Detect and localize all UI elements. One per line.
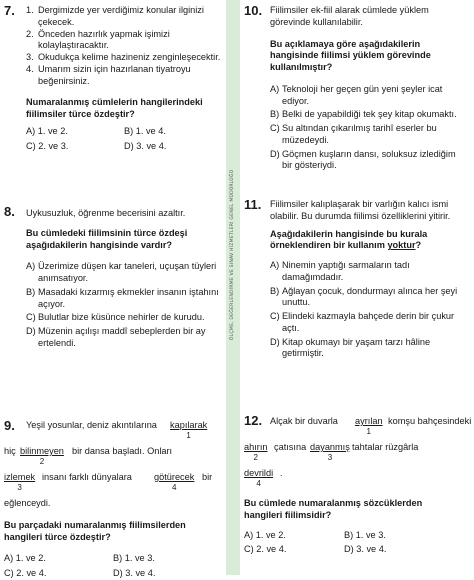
question-stem: Aşağıdakilerin hangisinde bu kurala örneklendiren bir kullanım yoktur?: [270, 228, 428, 251]
list-item: 3. Okudukça kelime hazineniz zenginleşecektir.: [26, 52, 221, 63]
question-intro: Fiilimsiler ek-fiil alarak cümlede yüklem görevinde kullanılabilir.: [270, 5, 429, 27]
marked-word: götürecek: [154, 472, 195, 482]
list-item: 4. Umarım sizin için hazırlanan tiyatroyu beğenirsiniz.: [26, 63, 191, 86]
option-a[interactable]: A) 1. ve 2.: [26, 125, 68, 136]
option-c[interactable]: C) Elindeki kazmayla bahçede derin bir çukur açtı.: [270, 311, 455, 333]
question-intro: Fiilimsiler kalıplaşarak bir varlığın kalıcı ismi olabilir. Bu durumda fiilimsi özelliklerini yitirir.: [270, 199, 451, 221]
marked-word: devrildi: [244, 468, 274, 478]
passage-line: Yeşil yosunlar, deniz akıntılarına kapılarak 1: [26, 420, 208, 440]
marked-word: ahırın: [244, 442, 268, 452]
question-stem: Bu cümlede numaralanmış sözcüklerden hangileri fiilimsidir?: [244, 498, 423, 520]
question-stem: Numaralanmış cümlelerin hangilerindeki fiilimsiler türce özdeştir?: [26, 97, 203, 120]
option-b[interactable]: B) 1. ve 3.: [344, 529, 386, 540]
option-c[interactable]: C) Su altından çıkarılmış tarihî eserler bu müzedeydi.: [270, 123, 437, 145]
passage-line: izlemek 3 insanı farklı dünyalara götürecek 4 bir: [4, 472, 213, 492]
answer-options: [244, 530, 444, 557]
question-number: 10.: [244, 3, 263, 18]
right-column: [244, 0, 470, 575]
list-item: 1. Dergimizde yer verdiğimiz konular ilginizi çekecek.: [26, 5, 204, 27]
option-c[interactable]: C) 2. ve 3.: [26, 140, 69, 151]
question-stem: Bu cümledeki fiilimsinin türce özdeşi aşağıdakilerin hangisinde vardır?: [26, 227, 188, 250]
option-d[interactable]: D) 3. ve 4.: [124, 140, 167, 151]
option-d[interactable]: D) 3. ve 4.: [344, 544, 387, 555]
option-d[interactable]: D) Kitap okumayı bir yaşam tarzı hâline getirmiştir.: [270, 336, 431, 359]
marked-word: dayanmış: [310, 442, 350, 452]
option-c[interactable]: C) Bulutlar bize küsünce nehirler de kurudu.: [26, 312, 205, 323]
marked-word: ayrılan: [355, 416, 383, 426]
passage-line: devrildi 4 .: [244, 468, 283, 488]
option-c[interactable]: C) 2. ve 4.: [244, 544, 287, 555]
question-intro: Uykusuzluk, öğrenme becerisini azaltır.: [26, 208, 186, 218]
marked-word: bilinmeyen: [20, 446, 64, 456]
passage-line: Alçak bir duvarla ayrılan 1 komşu bahçesindeki: [270, 416, 472, 436]
question-number: 7.: [4, 3, 15, 18]
option-b[interactable]: B) Belki de yapabildiği tek şey kitap okumaktı.: [270, 109, 457, 120]
option-d[interactable]: D) Müzenin açılışı maddî sebeplerden bir ay ertelendi.: [26, 326, 206, 348]
marked-word: kapılarak: [170, 420, 208, 430]
option-a[interactable]: A) 1. ve 2.: [244, 529, 286, 540]
option-a[interactable]: A) Teknoloji her geçen gün yeni şeyler icat ediyor.: [270, 83, 443, 106]
question-number: 11.: [244, 197, 262, 212]
option-d[interactable]: D) 3. ve 4.: [113, 568, 156, 579]
left-column: [0, 0, 225, 579]
option-b[interactable]: B) Masadaki kızarmış ekmekler insanın iştahını açıyor.: [26, 286, 219, 309]
passage-line: ahırın 2 çatısına dayanmış 3 tahtalar rüzgârla: [244, 442, 419, 462]
list-item: 2. Önceden hazırlık yapmak işimizi kolaylaştıracaktır.: [26, 28, 170, 51]
option-a[interactable]: A) 1. ve 2.: [4, 553, 46, 564]
option-b[interactable]: B) Ağlayan çocuk, dondurmayı alınca her şeyi unuttu.: [270, 285, 458, 308]
question-number: 9.: [4, 418, 15, 433]
question-number: 8.: [4, 204, 15, 219]
option-c[interactable]: C) 2. ve 4.: [4, 568, 47, 579]
option-b[interactable]: B) 1. ve 3.: [113, 553, 155, 564]
option-d[interactable]: D) Göçmen kuşların dansı, soluksuz izlediğim bir gösteriydi.: [270, 148, 456, 171]
divider-label: ÖLÇME, DEĞERLENDİRME VE SINAV HİZMETLERİ GENEL MÜDÜRLÜĞÜ: [230, 169, 236, 341]
question-stem: Bu parçadaki numaralanmış fiilimsilerden hangileri türce özdeştir?: [4, 519, 186, 542]
answer-options: [26, 126, 222, 153]
option-a[interactable]: A) Ninemin yaptığı sarmaların tadı damağımdadır.: [270, 260, 410, 282]
passage-line: hiç bilinmeyen 2 bir dansa başladı. Onları: [4, 446, 173, 466]
option-a[interactable]: A) Üzerimize düşen kar taneleri, uçuşan tüyleri anımsatıyor.: [26, 261, 217, 284]
option-b[interactable]: B) 1. ve 4.: [124, 125, 166, 136]
passage-end: eğlenceydi.: [4, 498, 51, 508]
marked-word: izlemek: [4, 472, 36, 482]
question-stem: Bu açıklamaya göre aşağıdakilerin hangisinde fiilimsi yüklem görevinde kullanılmıştır?: [270, 38, 431, 73]
answer-options: [4, 553, 222, 580]
question-number: 12.: [244, 413, 263, 428]
